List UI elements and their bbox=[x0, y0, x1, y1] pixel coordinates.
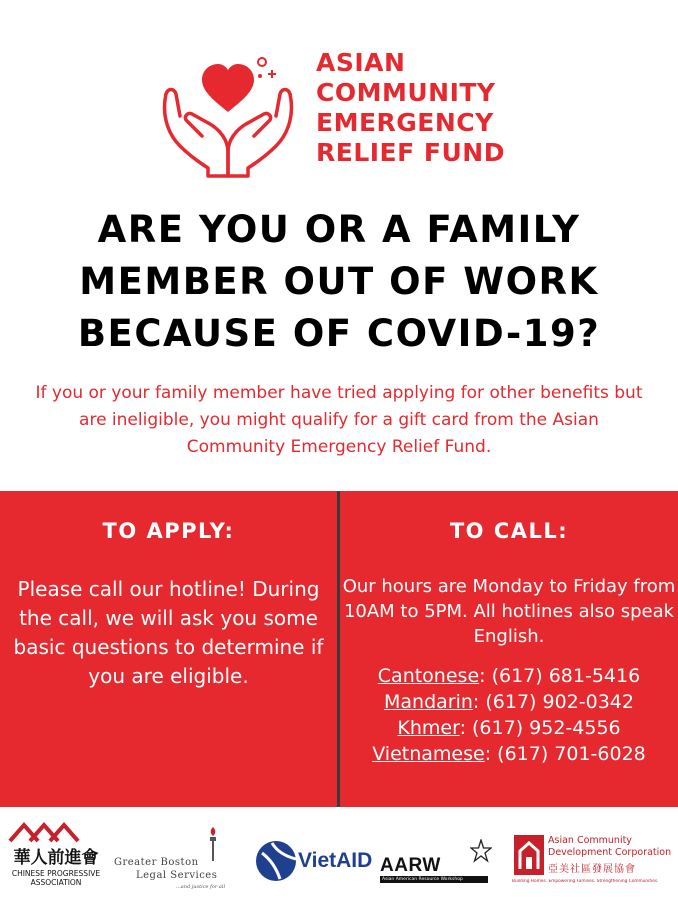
hands-holding-heart-icon bbox=[158, 54, 298, 178]
cpa-roof-icon bbox=[6, 821, 106, 843]
vietaid-name: VietAID bbox=[298, 849, 373, 872]
apply-column bbox=[0, 491, 337, 807]
header bbox=[0, 0, 678, 200]
hotline-phone[interactable]: (617) 701-6028 bbox=[497, 743, 646, 765]
partner-logos bbox=[0, 807, 678, 904]
logo-line: EMERGENCY bbox=[316, 108, 494, 137]
hotline-language[interactable]: Mandarin bbox=[384, 691, 473, 713]
aarw-logo bbox=[380, 821, 500, 893]
headline-line: MEMBER OUT OF WORK bbox=[79, 260, 599, 303]
acdc-logo bbox=[512, 821, 676, 893]
headline-line: BECAUSE OF COVID-19? bbox=[77, 312, 601, 355]
acdc-line2: Development Corporation bbox=[548, 847, 672, 858]
logo-line: ASIAN bbox=[316, 48, 406, 77]
vietaid-logo bbox=[252, 821, 373, 893]
hotline-phone[interactable]: (617) 681-5416 bbox=[491, 665, 641, 687]
call-title: TO CALL: bbox=[449, 519, 569, 543]
acdc-tagline: Building Homes. Empowering Families. Strengthening Communities. bbox=[512, 879, 659, 884]
logo-line: COMMUNITY bbox=[316, 78, 496, 107]
hotline-item: Cantonese: (617) 681-5416 bbox=[377, 665, 641, 687]
apply-body: Please call our hotline! During the call, we will ask you some basic questions to determine if you are eligible. bbox=[13, 577, 324, 688]
fund-logo-title bbox=[316, 48, 546, 168]
headline bbox=[0, 204, 678, 360]
hotline-item: Vietnamese: (617) 701-6028 bbox=[372, 743, 646, 765]
logo-line: RELIEF FUND bbox=[316, 138, 505, 167]
hotline-phone[interactable]: (617) 952-4556 bbox=[472, 717, 621, 739]
call-hours: Our hours are Monday to Friday from 10AM to 5PM. All hotlines also speak English. bbox=[342, 576, 676, 647]
headline-line: ARE YOU OR A FAMILY bbox=[97, 208, 581, 251]
hotline-language[interactable]: Cantonese bbox=[377, 665, 480, 687]
intro-text: If you or your family member have tried applying for other benefits but are ineligible, you might qualify for a gift card from the Asian Community Emergency Relief Fund. bbox=[35, 383, 643, 457]
gbls-logo bbox=[114, 821, 246, 893]
info-panel bbox=[0, 491, 678, 807]
call-column bbox=[340, 491, 678, 807]
hotline-list bbox=[340, 663, 678, 767]
gbls-line2: Legal Services bbox=[136, 870, 218, 881]
aarw-name: AARW bbox=[380, 855, 441, 876]
hotline-item: Mandarin: (617) 902-0342 bbox=[384, 691, 634, 713]
hotline-language[interactable]: Vietnamese bbox=[372, 743, 485, 765]
cpa-chinese: 華人前進會 bbox=[13, 848, 99, 868]
aarw-tagline: Asian American Resource Workshop bbox=[380, 876, 488, 883]
vietaid-globe-icon bbox=[254, 839, 298, 883]
apply-title: TO APPLY: bbox=[102, 519, 235, 543]
gbls-line1: Greater Boston bbox=[114, 857, 199, 868]
cpa-name-line2: ASSOCIATION bbox=[30, 878, 82, 887]
acdc-chinese: 亞美社區發展協會 bbox=[548, 864, 636, 875]
torch-icon bbox=[206, 825, 220, 865]
acdc-building-icon bbox=[514, 835, 544, 875]
hotline-item: Khmer: (617) 952-4556 bbox=[397, 717, 621, 739]
star-icon bbox=[470, 839, 492, 863]
cpa-logo bbox=[6, 821, 106, 893]
gbls-tagline: ...and justice for all bbox=[176, 884, 226, 890]
hotline-language[interactable]: Khmer bbox=[397, 717, 460, 739]
acdc-line1: Asian Community bbox=[548, 835, 632, 846]
hotline-phone[interactable]: (617) 902-0342 bbox=[485, 691, 634, 713]
cpa-name-line1: CHINESE PROGRESSIVE bbox=[11, 869, 101, 878]
